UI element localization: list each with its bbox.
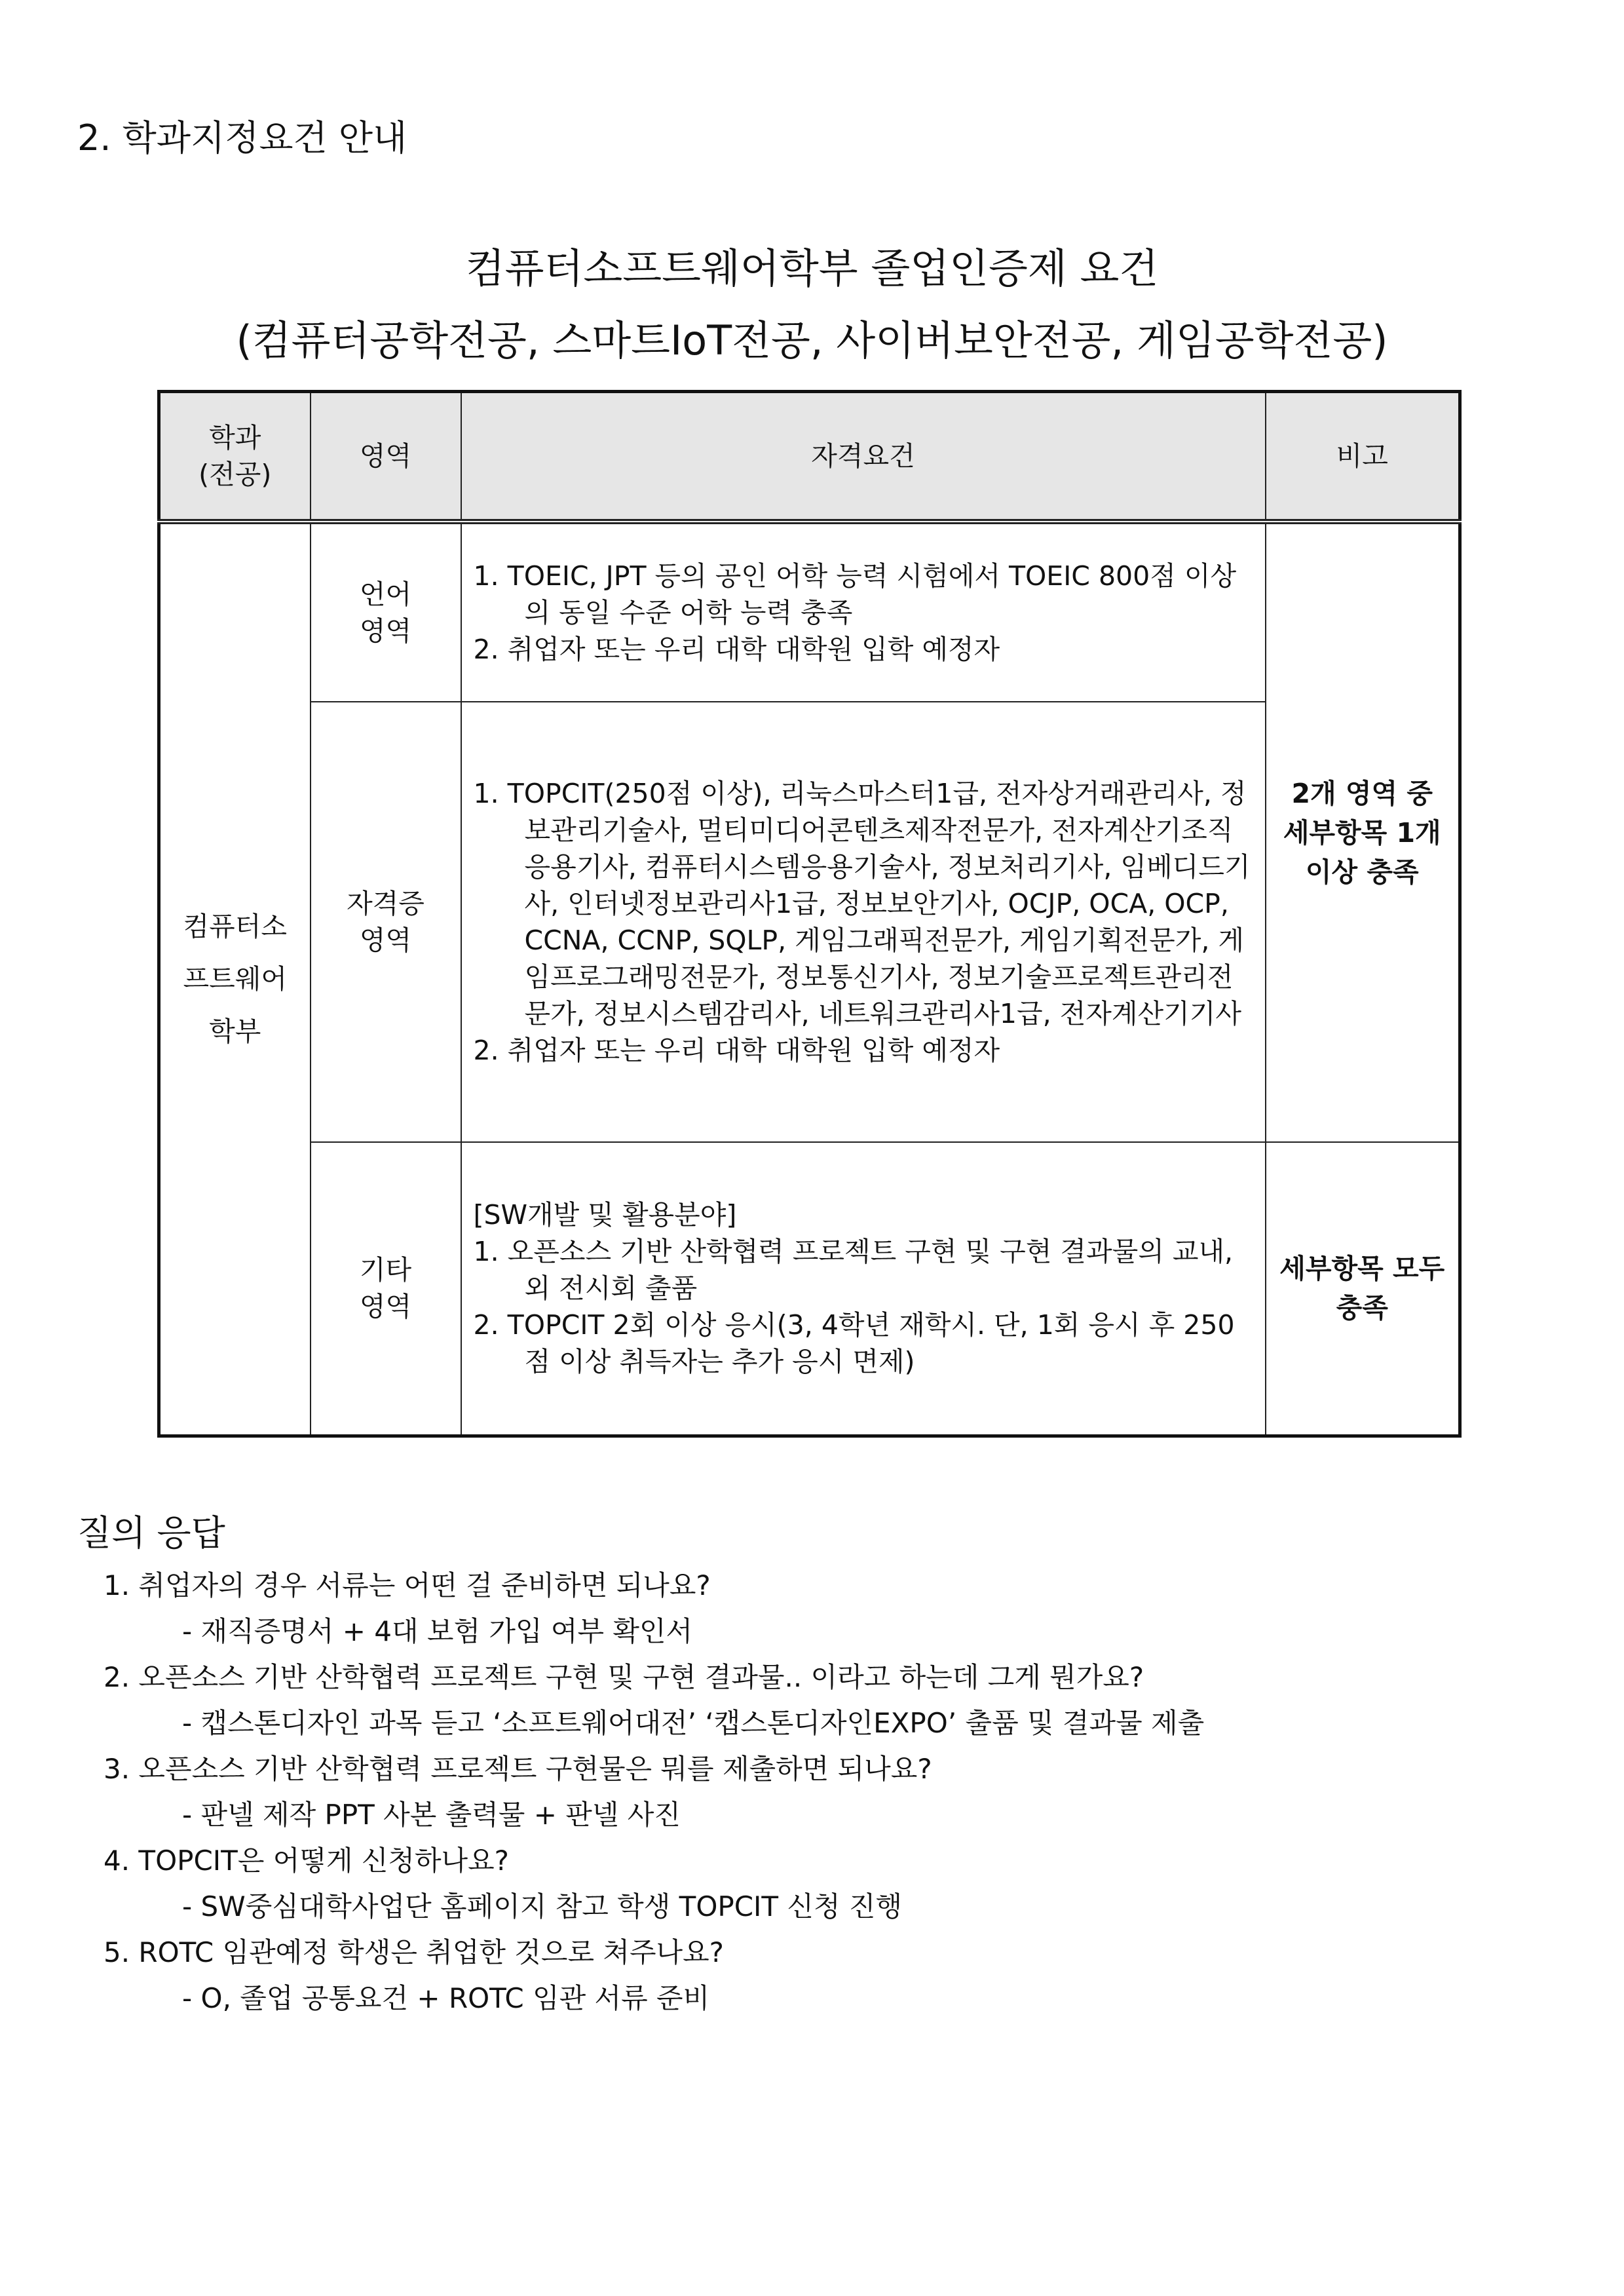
document-title: 컴퓨터소프트웨어학부 졸업인증제 요건 xyxy=(465,244,1159,292)
note-other-line2: 충족 xyxy=(1336,1292,1388,1324)
area-certificate xyxy=(311,702,461,1142)
header-area: 영역 xyxy=(311,392,461,522)
header-dept-line2: (전공) xyxy=(198,459,272,490)
table-row-language xyxy=(159,522,1460,702)
note-other-line1: 세부항목 모두 xyxy=(1279,1253,1445,1285)
dept-line1: 컴퓨터소 xyxy=(183,911,287,943)
header-dept-line1: 학과 xyxy=(209,422,261,453)
area-other xyxy=(311,1142,461,1436)
dept-cell xyxy=(159,522,311,1436)
qa-list xyxy=(104,1563,1204,2021)
note-other xyxy=(1266,1142,1460,1436)
note-shared-line3: 이상 충족 xyxy=(1305,856,1419,888)
requirement-item: 1. TOPCIT(250점 이상), 리눅스마스터1급, 전자상거래관리사, 정보관리기술사, 멀티미디어콘텐츠제작전문가, 전자계산기조직응용기사, 컴퓨터시스템응용기술사, 정보처리기사, 임베디드기사, 인터넷정보관리사1급, 정보보안기사, OCJP, OCA, OCP, CCNA, CCNP, SQLP, 게임그래픽전문가, 게임기획전문가, 게임프로그래밍전문가, 정보통신기사, 정보기술프로젝트관리전문가, 정보시스템감리사, 네트워크관리사1급, 전자계산기기사 xyxy=(473,778,1251,1029)
table-header-row xyxy=(159,392,1460,522)
requirement-item: 2. TOPCIT 2회 이상 응시(3, 4학년 재학시. 단, 1회 응시 후 250점 이상 취득자는 추가 응시 면제) xyxy=(473,1309,1235,1378)
area-other-line1: 기타 xyxy=(359,1254,412,1286)
dept-line3: 학부 xyxy=(209,1016,261,1048)
header-note: 비고 xyxy=(1266,392,1460,522)
requirement-other xyxy=(461,1142,1266,1436)
requirement-certificate xyxy=(461,702,1266,1142)
qa-answer: - 판넬 제작 PPT 사본 출력물 + 판넬 사진 xyxy=(182,1799,681,1831)
table-row-certificate xyxy=(159,702,1460,1142)
qa-answer: - SW중심대학사업단 홈페이지 참고 학생 TOPCIT 신청 진행 xyxy=(182,1890,903,1923)
requirements-table xyxy=(157,390,1462,1438)
note-shared-line2: 세부항목 1개 xyxy=(1283,817,1441,849)
qa-question: 2. 오픈소스 기반 산학협력 프로젝트 구현 및 구현 결과물.. 이라고 하는데 그게 뭔가요? xyxy=(104,1661,1144,1693)
qa-answer: - 캡스톤디자인 과목 듣고 ‘소프트웨어대전’ ‘캡스톤디자인EXPO’ 출품 및 결과물 제출 xyxy=(182,1707,1205,1739)
area-certificate-line1: 자격증 xyxy=(347,888,425,919)
requirement-item: 2. 취업자 또는 우리 대학 대학원 입학 예정자 xyxy=(473,634,1000,665)
requirement-item: 2. 취업자 또는 우리 대학 대학원 입학 예정자 xyxy=(473,1035,1000,1066)
area-language-line2: 영역 xyxy=(359,615,412,647)
header-requirement: 자격요건 xyxy=(461,392,1266,522)
qa-question: 1. 취업자의 경우 서류는 어떤 걸 준비하면 되나요? xyxy=(104,1569,711,1601)
area-certificate-line2: 영역 xyxy=(359,925,412,956)
qa-question: 4. TOPCIT은 어떻게 신청하나요? xyxy=(104,1845,509,1877)
qa-title: 질의 응답 xyxy=(77,1512,225,1554)
qa-question: 3. 오픈소스 기반 산학협력 프로젝트 구현물은 뭐를 제출하면 되나요? xyxy=(104,1753,932,1785)
requirement-language xyxy=(461,522,1266,702)
note-shared xyxy=(1266,522,1460,1142)
requirement-category-label: [SW개발 및 활용분야] xyxy=(473,1199,737,1231)
requirement-item: 1. 오픈소스 기반 산학협력 프로젝트 구현 및 구현 결과물의 교내, 외 전시회 출품 xyxy=(473,1236,1234,1305)
area-language xyxy=(311,522,461,702)
area-language-line1: 언어 xyxy=(359,579,412,610)
requirement-item: 1. TOEIC, JPT 등의 공인 어학 능력 시험에서 TOEIC 800점 이상의 동일 수준 어학 능력 충족 xyxy=(473,560,1237,628)
note-shared-line1: 2개 영역 중 xyxy=(1291,778,1433,809)
qa-answer: - O, 졸업 공통요건 + ROTC 임관 서류 준비 xyxy=(182,1982,710,2014)
section-title: 2. 학과지정요건 안내 xyxy=(77,117,407,159)
dept-line2: 프트웨어 xyxy=(183,963,287,995)
qa-answer: - 재직증명서 + 4대 보험 가입 여부 확인서 xyxy=(182,1615,693,1647)
area-other-line2: 영역 xyxy=(359,1291,412,1323)
header-dept xyxy=(159,392,311,522)
qa-question: 5. ROTC 임관예정 학생은 취업한 것으로 쳐주나요? xyxy=(104,1936,724,1968)
table-row-other xyxy=(159,1142,1460,1436)
document-subtitle: (컴퓨터공학전공, 스마트IoT전공, 사이버보안전공, 게임공학전공) xyxy=(236,316,1388,364)
